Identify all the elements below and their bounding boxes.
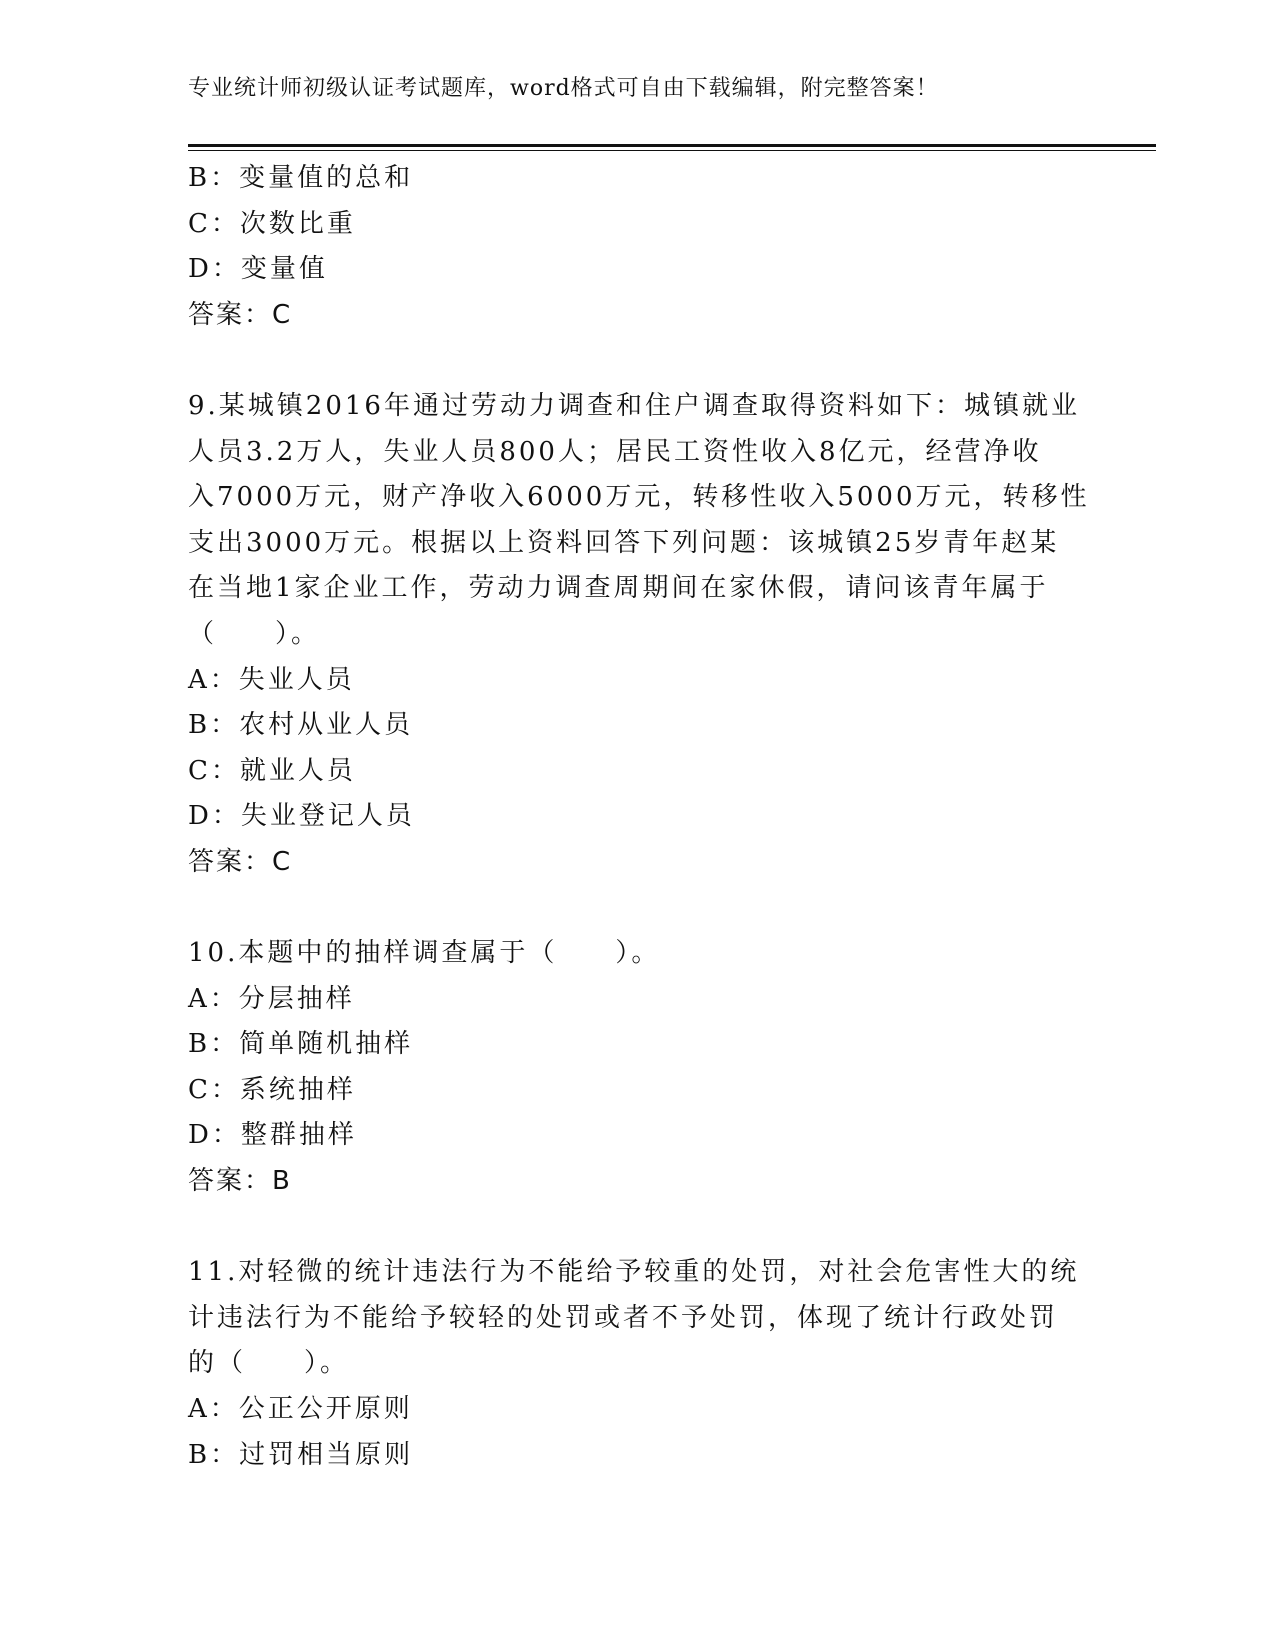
q9-option-d: D：失业登记人员 [188, 801, 415, 832]
spacer [188, 886, 1088, 932]
q9-option-a: A：失业人员 [188, 664, 355, 695]
q8-option-d: D：变量值 [188, 254, 328, 285]
q10-option-c: C：系统抽样 [188, 1074, 356, 1105]
q10-option-b: B：简单随机抽样 [188, 1029, 414, 1060]
q9-stem-line-3: 入7000万元，财产净收入6000万元，转移性收入5000万元，转移性 [188, 482, 1090, 513]
q9-option-c: C：就业人员 [188, 755, 356, 786]
q9-stem-line-2: 人员3.2万人，失业人员800人；居民工资性收入8亿元，经营净收 [188, 436, 1042, 467]
q8-option-b: B：变量值的总和 [188, 163, 414, 193]
q11-stem-line-1: 11.对轻微的统计违法行为不能给予较重的处罚，对社会危害性大的统 [188, 1257, 1080, 1288]
q10-stem-line-1: 10.本题中的抽样调查属于（ ）。 [188, 938, 661, 969]
question-content [188, 156, 1088, 1478]
page-header: 专业统计师初级认证考试题库，word格式可自由下载编辑，附完整答案！ [188, 76, 939, 101]
q8-answer: 答案：C [188, 299, 293, 330]
q10-answer: 答案：B [188, 1166, 292, 1197]
q9-stem-line-5: 在当地1家企业工作，劳动力调查周期间在家休假，请问该青年属于 [188, 573, 1049, 604]
spacer [188, 338, 1088, 384]
header-rule-thin [188, 150, 1156, 151]
q8-option-c: C：次数比重 [188, 208, 356, 239]
q9-stem-line-4: 支出3000万元。根据以上资料回答下列问题：该城镇25岁青年赵某 [188, 527, 1060, 558]
q9-stem-line-1: 9.某城镇2016年通过劳动力调查和住户调查取得资料如下：城镇就业 [188, 390, 1080, 421]
q9-option-b: B：农村从业人员 [188, 710, 414, 741]
q11-stem-line-3: 的（ ）。 [188, 1348, 350, 1379]
q11-option-b: B：过罚相当原则 [188, 1439, 414, 1470]
q10-option-a: A：分层抽样 [188, 983, 355, 1014]
spacer [188, 1205, 1088, 1251]
q10-option-d: D：整群抽样 [188, 1120, 357, 1151]
q9-stem-line-6: （ ）。 [188, 618, 321, 649]
q9-answer: 答案：C [188, 846, 293, 877]
q11-stem-line-2: 计违法行为不能给予较轻的处罚或者不予处罚，体现了统计行政处罚 [188, 1302, 1059, 1333]
header-rule-thick [188, 144, 1156, 147]
q11-option-a: A：公正公开原则 [188, 1394, 413, 1425]
